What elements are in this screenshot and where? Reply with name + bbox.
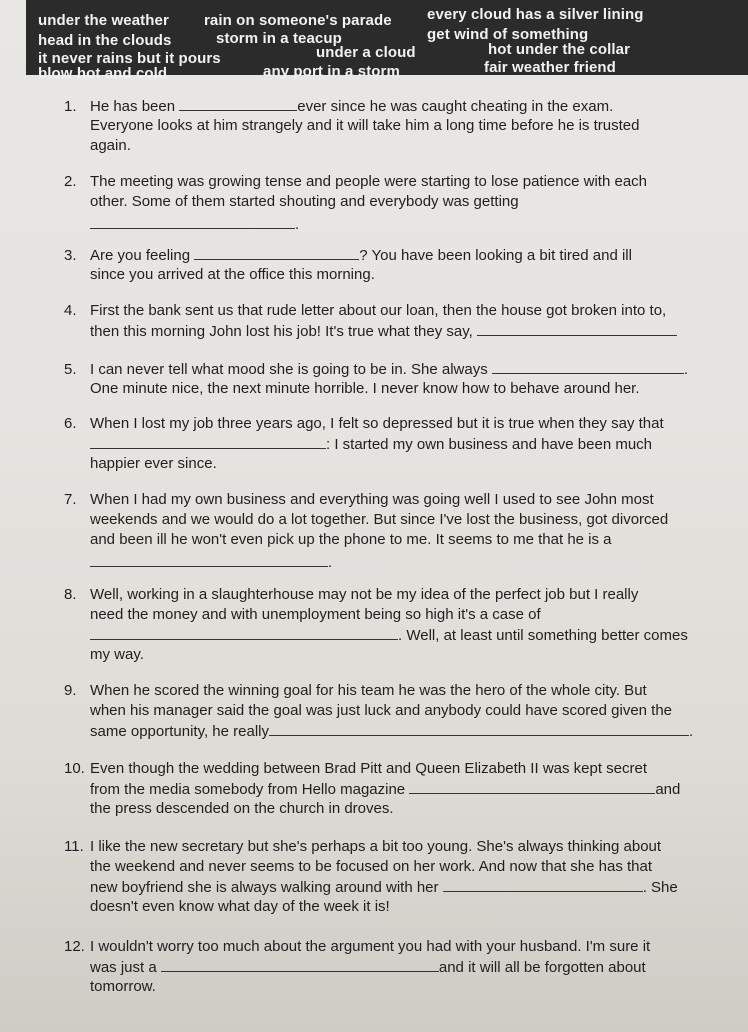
question-text: from the media somebody from Hello magazine (90, 781, 406, 798)
question-text: and it will all be forgotten about (438, 959, 646, 976)
idiom-word-bank (26, 0, 748, 82)
question-11 (64, 837, 724, 917)
idiom-item: under the weather (38, 12, 169, 29)
idiom-item: rain on someone's parade (204, 12, 392, 29)
question-text: Well, working in a slaughterhouse may not be my idea of the perfect job but I really (90, 586, 639, 603)
question-text: the weekend and never seems to be focused on her work. And now that she has that (90, 858, 653, 875)
question-1 (64, 96, 724, 156)
answer-blank[interactable] (161, 957, 439, 972)
question-text: and (655, 781, 681, 798)
question-text: Everyone looks at him strangely and it will take him a long time before he is trusted (90, 117, 640, 134)
question-text: One minute nice, the next minute horrible. I never know how to behave around her. (90, 380, 640, 397)
question-text: Are you feeling (90, 247, 191, 264)
answer-blank[interactable] (90, 625, 398, 640)
question-text: doesn't even know what day of the week it is! (90, 898, 390, 915)
answer-blank[interactable] (90, 214, 295, 229)
question-text: . (295, 216, 300, 233)
question-text: Even though the wedding between Brad Pitt and Queen Elizabeth II was kept secret (90, 760, 648, 777)
idiom-item: get wind of something (427, 26, 589, 43)
question-6 (64, 414, 724, 474)
question-number: 1. (64, 98, 77, 115)
question-text: new boyfriend she is always walking around with her (90, 879, 439, 896)
question-text: He has been (90, 98, 176, 115)
answer-blank[interactable] (90, 552, 328, 567)
question-text: . She (642, 879, 678, 896)
question-text: and been ill he won't even pick up the phone to me. It seems to me that he is a (90, 531, 612, 548)
answer-blank[interactable] (269, 721, 689, 736)
question-number: 6. (64, 415, 77, 432)
question-text: . (328, 554, 333, 571)
question-text: I like the new secretary but she's perhaps a bit too young. She's always thinking about (90, 838, 662, 855)
idiom-item: any port in a storm (263, 63, 400, 80)
answer-blank[interactable] (90, 434, 326, 449)
question-7 (64, 490, 724, 572)
question-number: 8. (64, 586, 77, 603)
answer-blank[interactable] (194, 245, 359, 260)
question-text: since you arrived at the office this morning. (90, 266, 375, 283)
question-text: . (683, 361, 689, 378)
question-number: 2. (64, 173, 77, 190)
answer-blank[interactable] (409, 779, 655, 794)
question-text: First the bank sent us that rude letter about our loan, then the house got broken into to, (90, 302, 667, 319)
question-text: The meeting was growing tense and people were starting to lose patience with each (90, 173, 647, 190)
question-text: I wouldn't worry too much about the argument you had with your husband. I'm sure it (90, 938, 651, 955)
question-text: happier ever since. (90, 455, 217, 472)
question-text: I can never tell what mood she is going to be in. She always (90, 361, 488, 378)
question-4 (64, 301, 724, 341)
idiom-item: it never rains but it pours (38, 50, 221, 67)
question-number: 3. (64, 247, 77, 264)
idiom-item: fair weather friend (484, 59, 616, 76)
question-text: when his manager said the goal was just luck and anybody could have scored given the (90, 702, 673, 719)
question-number: 5. (64, 361, 77, 378)
question-9 (64, 681, 724, 741)
question-number: 11. (64, 838, 84, 855)
question-3 (64, 245, 724, 285)
answer-blank[interactable] (477, 321, 677, 336)
question-10 (64, 759, 724, 819)
question-text: When I lost my job three years ago, I felt so depressed but it is true when they say that (90, 415, 664, 432)
question-text: ever since he was caught cheating in the exam. (297, 98, 614, 115)
idiom-item: under a cloud (316, 44, 416, 61)
question-text: When I had my own business and everything was going well I used to see John most (90, 491, 654, 508)
question-number: 9. (64, 682, 77, 699)
idiom-item: storm in a teacup (216, 30, 342, 47)
question-12 (64, 937, 724, 997)
question-text: When he scored the winning goal for his team he was the hero of the whole city. But (90, 682, 647, 699)
question-number: 12. (64, 938, 85, 955)
question-text: weekends and we would do a lot together. But since I've lost the business, got divorced (90, 511, 669, 528)
question-8 (64, 585, 724, 665)
question-text: again. (90, 137, 131, 154)
question-text: . (688, 723, 694, 740)
idiom-item: every cloud has a silver lining (427, 6, 644, 23)
answer-blank[interactable] (492, 359, 684, 374)
question-text: tomorrow. (90, 978, 156, 995)
question-number: 10. (64, 760, 85, 777)
question-number: 4. (64, 302, 77, 319)
idiom-item: blow hot and cold (38, 65, 168, 82)
question-2 (64, 172, 724, 234)
question-text: : I started my own business and have been much (326, 436, 653, 453)
idiom-item: head in the clouds (38, 32, 172, 49)
answer-blank[interactable] (443, 877, 643, 892)
idiom-item: hot under the collar (488, 41, 631, 58)
question-number: 7. (64, 491, 77, 508)
question-text: . Well, at least until something better comes (398, 627, 688, 644)
answer-blank[interactable] (179, 96, 297, 111)
question-text: my way. (90, 646, 144, 663)
question-text: was just a (90, 959, 157, 976)
question-text: same opportunity, he really (90, 723, 269, 740)
question-5 (64, 359, 724, 399)
question-text: then this morning John lost his job! It's true what they say, (90, 323, 473, 340)
question-text: other. Some of them started shouting and everybody was getting (90, 193, 519, 210)
question-text: ? You have been looking a bit tired and ill (359, 247, 632, 264)
question-text: need the money and with unemployment being so high it's a case of (90, 606, 541, 623)
question-text: the press descended on the church in droves. (90, 800, 394, 817)
